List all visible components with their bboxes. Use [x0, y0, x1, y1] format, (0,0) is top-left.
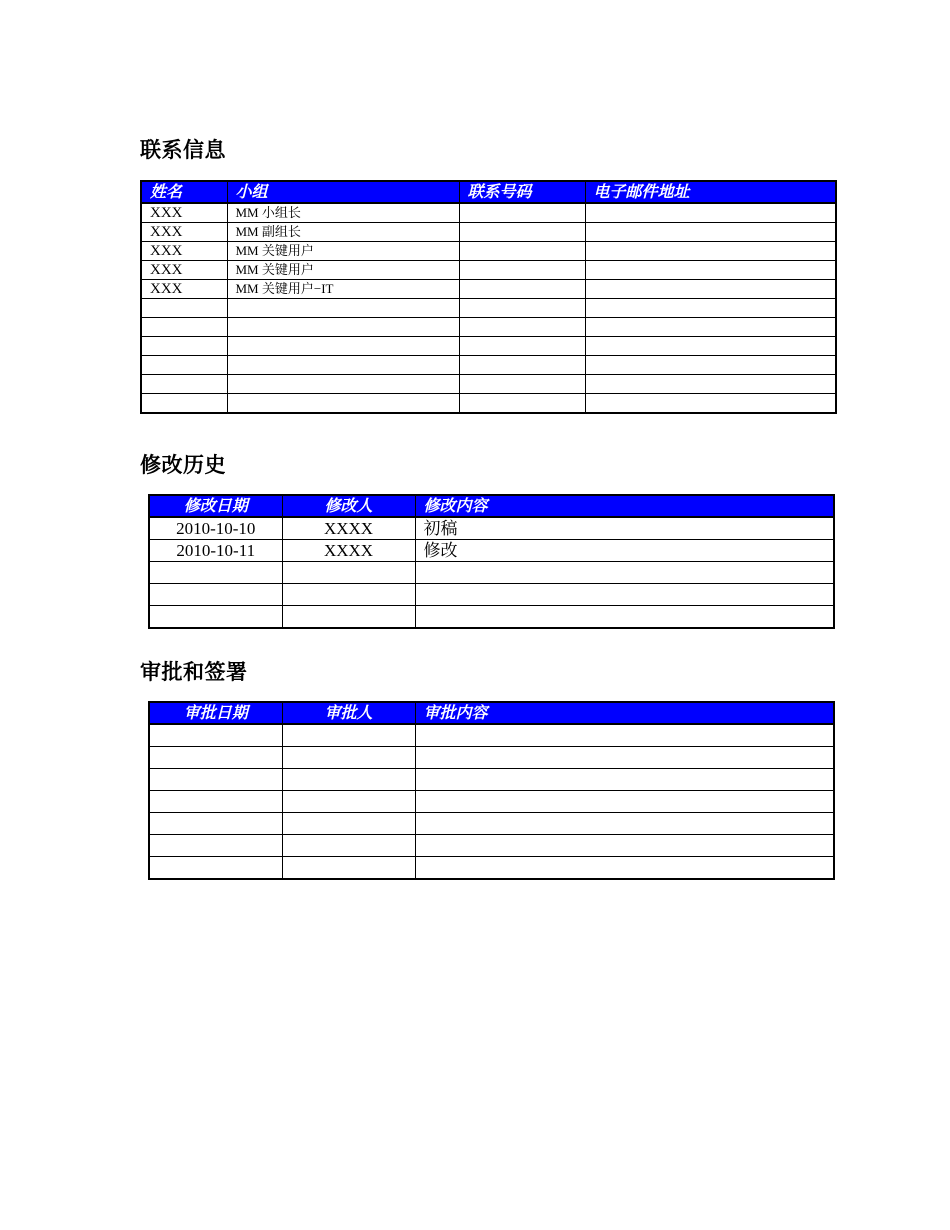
approval-cell: [149, 747, 282, 769]
contacts-cell: [585, 261, 836, 280]
contacts-header-1: 小组: [227, 181, 459, 203]
contacts-cell: [227, 356, 459, 375]
contacts-row: [141, 242, 836, 261]
contacts-header-0: 姓名: [141, 181, 227, 203]
approval-cell: [415, 769, 834, 791]
history-header-1: 修改人: [282, 495, 415, 517]
contacts-cell: [459, 242, 585, 261]
contacts-cell: [585, 203, 836, 223]
contacts-cell: [459, 318, 585, 337]
history-header-0: 修改日期: [149, 495, 282, 517]
history-row: [149, 540, 834, 562]
contacts-cell: [227, 337, 459, 356]
contacts-cell: [141, 337, 227, 356]
history-cell: XXXX: [282, 540, 415, 562]
history-cell: [415, 562, 834, 584]
contacts-cell: [141, 356, 227, 375]
contacts-cell: [227, 318, 459, 337]
approval-cell: [149, 835, 282, 857]
approval-cell: [415, 791, 834, 813]
approval-header-2: 审批内容: [415, 702, 834, 724]
contacts-cell: [585, 318, 836, 337]
contacts-row: [141, 261, 836, 280]
approval-cell: [149, 791, 282, 813]
contacts-cell: [141, 394, 227, 414]
history-header-row: [149, 495, 834, 517]
history-row: [149, 562, 834, 584]
approval-row: [149, 791, 834, 813]
approval-cell: [415, 813, 834, 835]
history-cell: [282, 562, 415, 584]
approval-cell: [149, 813, 282, 835]
history-cell: 2010-10-10: [149, 517, 282, 540]
history-row: [149, 517, 834, 540]
history-cell: [282, 584, 415, 606]
contacts-cell: XXX: [141, 280, 227, 299]
contacts-cell: [459, 261, 585, 280]
history-cell: [149, 584, 282, 606]
history-cell: XXXX: [282, 517, 415, 540]
contacts-cell: [141, 299, 227, 318]
contacts-cell: [459, 203, 585, 223]
contacts-cell: MM 关键用户−IT: [227, 280, 459, 299]
approval-table: [148, 701, 835, 880]
contacts-cell: XXX: [141, 242, 227, 261]
contacts-header-row: [141, 181, 836, 203]
approval-row: [149, 769, 834, 791]
history-row: [149, 584, 834, 606]
contacts-cell: [227, 394, 459, 414]
approval-cell: [282, 857, 415, 880]
contacts-row: [141, 337, 836, 356]
contacts-row: [141, 318, 836, 337]
contacts-cell: [585, 337, 836, 356]
approval-cell: [282, 769, 415, 791]
contacts-cell: [459, 394, 585, 414]
contacts-header-3: 电子邮件地址: [585, 181, 836, 203]
approval-row: [149, 724, 834, 747]
approval-cell: [149, 769, 282, 791]
approval-row: [149, 857, 834, 880]
approval-cell: [415, 747, 834, 769]
contacts-cell: MM 小组长: [227, 203, 459, 223]
contacts-row: [141, 356, 836, 375]
approval-cell: [282, 813, 415, 835]
approval-cell: [415, 835, 834, 857]
approval-cell: [282, 835, 415, 857]
contacts-cell: [585, 280, 836, 299]
contacts-header-2: 联系号码: [459, 181, 585, 203]
approval-cell: [282, 747, 415, 769]
approval-cell: [282, 791, 415, 813]
history-cell: 初稿: [415, 517, 834, 540]
contacts-cell: [141, 318, 227, 337]
history-cell: 修改: [415, 540, 834, 562]
approval-header-0: 审批日期: [149, 702, 282, 724]
contacts-row: [141, 280, 836, 299]
contacts-cell: [585, 356, 836, 375]
contacts-cell: XXX: [141, 261, 227, 280]
history-heading: 修改历史: [140, 453, 226, 477]
contacts-row: [141, 203, 836, 223]
contacts-cell: [585, 223, 836, 242]
approval-row: [149, 747, 834, 769]
contacts-heading: 联系信息: [140, 138, 226, 162]
contacts-cell: [227, 299, 459, 318]
approval-body: [149, 724, 834, 879]
contacts-cell: [227, 375, 459, 394]
contacts-cell: [585, 242, 836, 261]
history-cell: [415, 584, 834, 606]
history-cell: 2010-10-11: [149, 540, 282, 562]
contacts-cell: MM 关键用户: [227, 261, 459, 280]
history-header-2: 修改内容: [415, 495, 834, 517]
contacts-cell: [585, 375, 836, 394]
history-body: [149, 517, 834, 628]
contacts-row: [141, 375, 836, 394]
contacts-cell: [459, 280, 585, 299]
approval-heading: 审批和签署: [140, 660, 248, 684]
contacts-table: [140, 180, 837, 414]
history-cell: [282, 606, 415, 629]
history-cell: [149, 562, 282, 584]
contacts-cell: [459, 337, 585, 356]
approval-row: [149, 813, 834, 835]
history-cell: [149, 606, 282, 629]
contacts-cell: [459, 356, 585, 375]
history-cell: [415, 606, 834, 629]
history-table: [148, 494, 835, 629]
contacts-cell: MM 副组长: [227, 223, 459, 242]
contacts-cell: [459, 223, 585, 242]
contacts-body: [141, 203, 836, 413]
approval-cell: [282, 724, 415, 747]
contacts-cell: [141, 375, 227, 394]
approval-header-row: [149, 702, 834, 724]
contacts-cell: [585, 394, 836, 414]
approval-row: [149, 835, 834, 857]
approval-cell: [149, 724, 282, 747]
history-row: [149, 606, 834, 629]
approval-cell: [149, 857, 282, 880]
contacts-cell: MM 关键用户: [227, 242, 459, 261]
contacts-cell: [459, 299, 585, 318]
contacts-cell: XXX: [141, 203, 227, 223]
approval-cell: [415, 724, 834, 747]
contacts-cell: [459, 375, 585, 394]
approval-cell: [415, 857, 834, 880]
contacts-cell: XXX: [141, 223, 227, 242]
contacts-row: [141, 299, 836, 318]
contacts-row: [141, 223, 836, 242]
approval-header-1: 审批人: [282, 702, 415, 724]
contacts-cell: [585, 299, 836, 318]
contacts-row: [141, 394, 836, 414]
